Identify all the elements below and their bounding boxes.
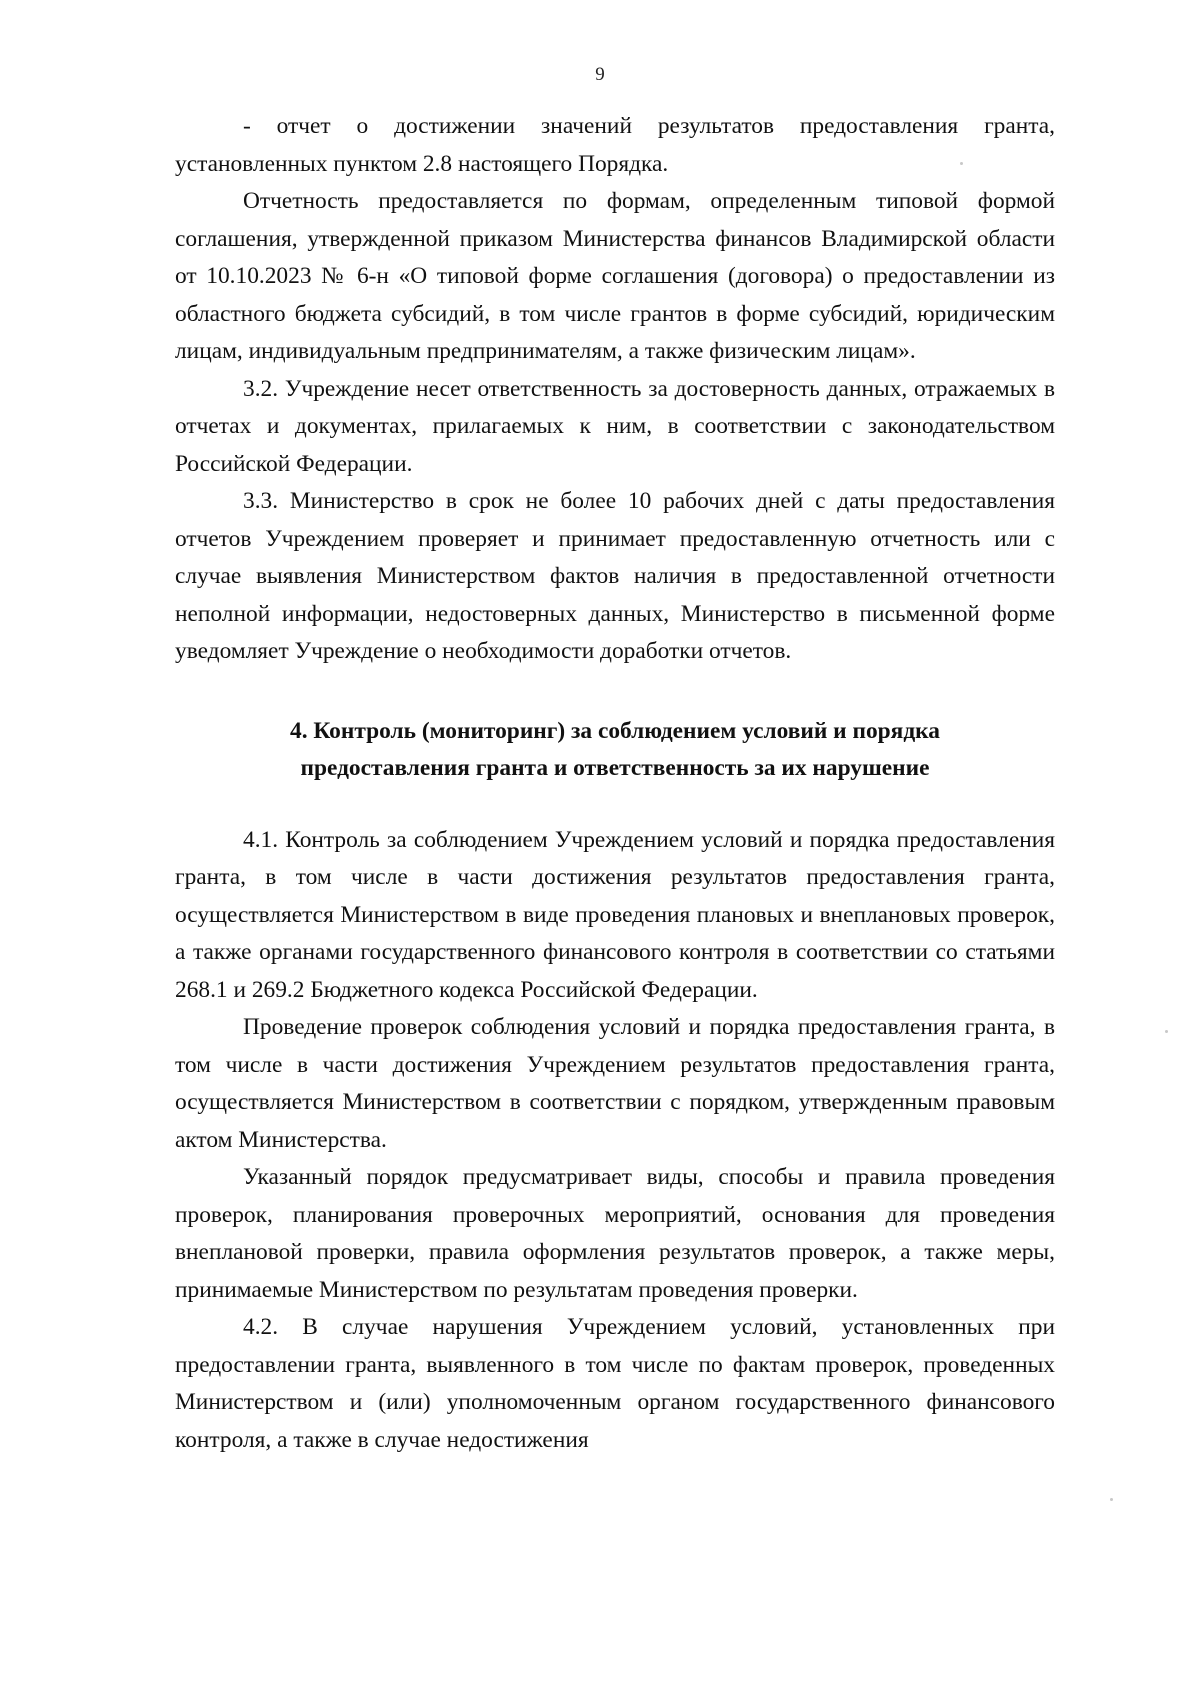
section-4-heading: 4. Контроль (мониторинг) за соблюдением условий и порядка предоставления гранта и ответственность за их нарушение <box>290 717 940 781</box>
paragraph-4-2: 4.2. В случае нарушения Учреждением условий, установленных при предоставлении гранта, выявленного в том числе по фактам проверок, проведенных Министерством и (или) уполномоченным органом государственного финансового контроля, а также в случае недостижения <box>175 1314 1055 1453</box>
scan-speck <box>1110 1498 1113 1501</box>
paragraph-3-3: 3.3. Министерство в срок не более 10 рабочих дней с даты предоставления отчетов Учреждением проверяет и принимает предоставленную отчетность или с случае выявления Министерством фактов наличия в предоставленной отчетности неполной информации, недостоверных данных, Министерство в письменной форме уведомляет Учреждение о необходимости доработки отчетов. <box>175 488 1055 664</box>
page-number: 9 <box>595 64 605 85</box>
scan-speck <box>1165 1030 1168 1033</box>
paragraph-procedure: Указанный порядок предусматривает виды, способы и правила проведения проверок, планирования проверочных мероприятий, основания для проведения внеплановой проверки, правила оформления результатов проверок, а также меры, принимаемые Министерством по результатам проведения проверки. <box>175 1164 1055 1303</box>
paragraph-inspections: Проведение проверок соблюдения условий и порядка предоставления гранта, в том числе в части достижения Учреждением результатов предоставления гранта, осуществляется Министерством в соответствии с порядком, утвержденным правовым актом Министерства. <box>175 1014 1055 1153</box>
paragraph-3-2: 3.2. Учреждение несет ответственность за достоверность данных, отражаемых в отчетах и документах, прилагаемых к ним, в соответствии с законодательством Российской Федерации. <box>175 375 1055 477</box>
paragraph-4-1: 4.1. Контроль за соблюдением Учреждением условий и порядка предоставления гранта, в том числе в части достижения результатов предоставления гранта, осуществляется Министерством в виде проведения плановых и внеплановых проверок, а также органами государственного финансового контроля в соответствии со статьями 268.1 и 269.2 Бюджетного кодекса Российской Федерации. <box>175 826 1055 1003</box>
scan-speck <box>960 162 963 165</box>
paragraph-reporting-forms: Отчетность предоставляется по формам, определенным типовой формой соглашения, утвержденной приказом Министерства финансов Владимирской области от 10.10.2023 № 6-н «О типовой форме соглашения (договора) о предоставлении из областного бюджета субсидий, в том числе грантов в форме субсидий, юридическим лицам, индивидуальным предпринимателям, а также физическим лицам». <box>175 188 1055 364</box>
paragraph-report-item: - отчет о достижении значений результатов предоставления гранта, установленных пунктом 2.8 настоящего Порядка. <box>175 113 1055 177</box>
document-body <box>175 108 1055 1459</box>
